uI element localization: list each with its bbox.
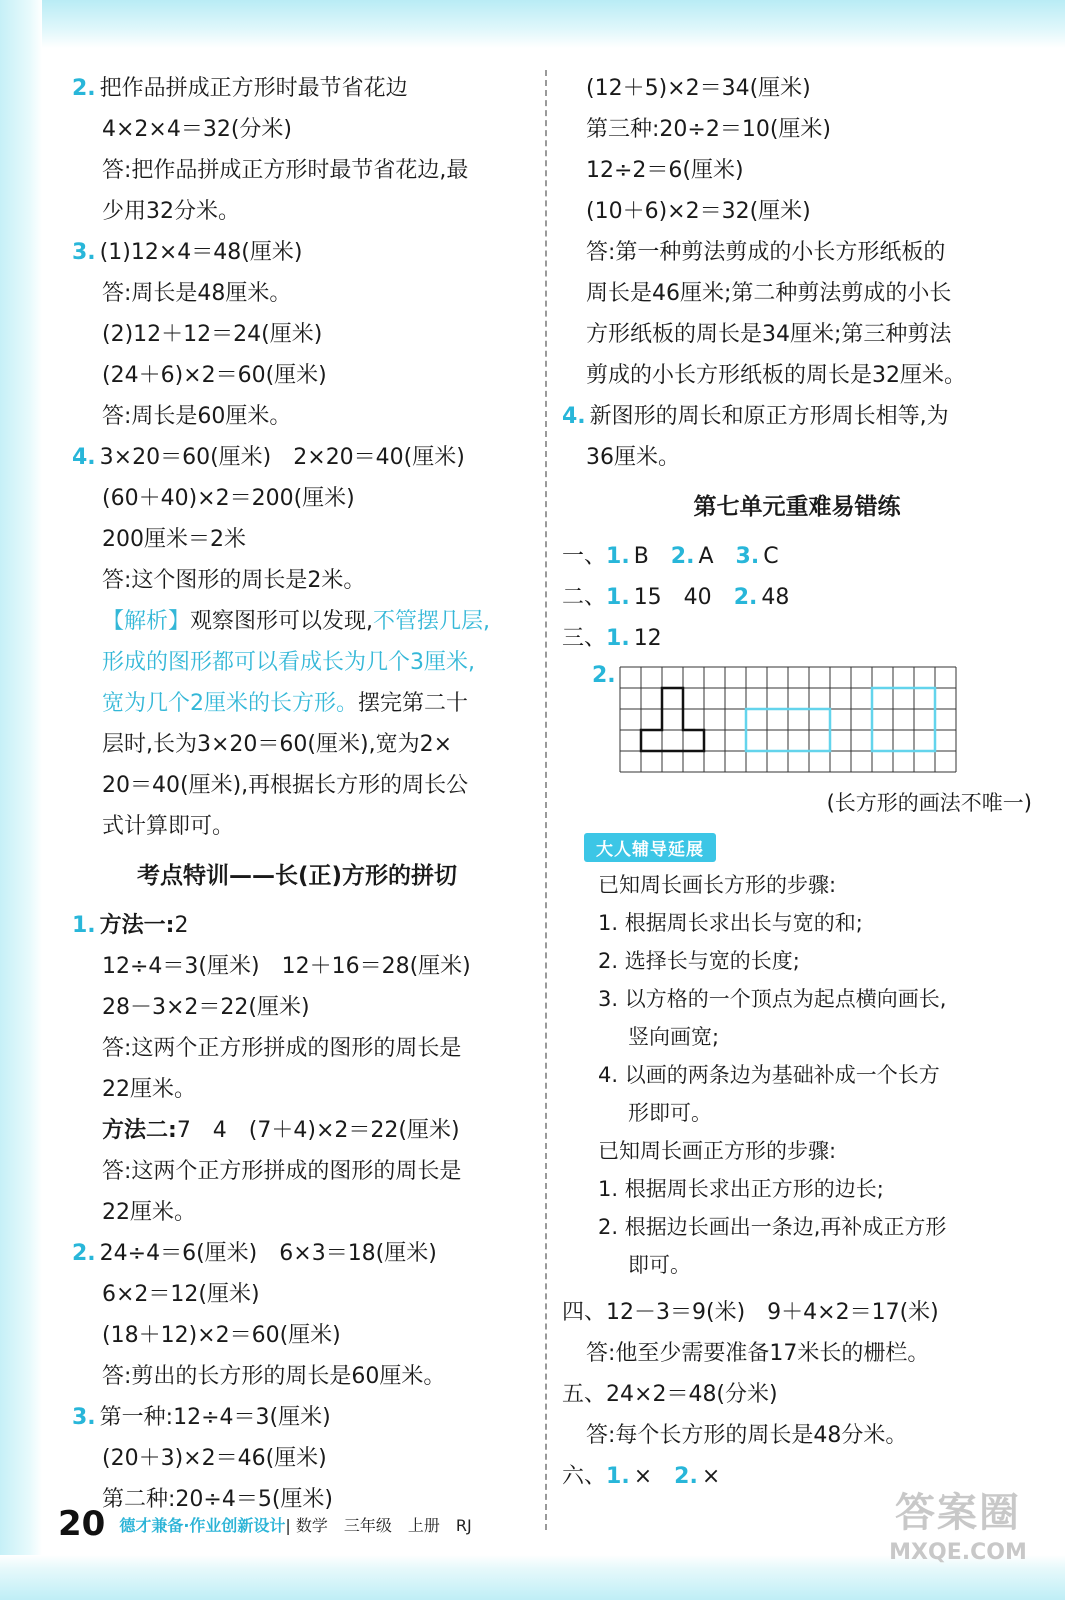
answer-text: C bbox=[763, 544, 779, 569]
watermark-text: 答案圈 bbox=[895, 1490, 1021, 1536]
answer-text: 48 bbox=[761, 585, 790, 610]
answer-text: 第一种:12÷4＝3(厘米) bbox=[99, 1405, 331, 1430]
answer-line bbox=[72, 1233, 522, 1274]
answer-line: 答:这两个正方形拼成的图形的周长是 bbox=[102, 1036, 462, 1061]
answer-text: 24×2＝48(分米) bbox=[606, 1382, 778, 1407]
answer-line bbox=[72, 1110, 522, 1151]
tip-line: 3. 以方格的一个顶点为起点横向画长, bbox=[598, 987, 947, 1011]
answer-line: 答:每个长方形的周长是48分米。 bbox=[586, 1423, 908, 1448]
answer-line: 36厘米。 bbox=[586, 445, 680, 470]
section-prefix: 三、 bbox=[562, 626, 607, 651]
item-number: 2. bbox=[733, 585, 758, 610]
answer-line: (20＋3)×2＝46(厘米) bbox=[102, 1446, 327, 1471]
item-number: 4. bbox=[72, 445, 96, 470]
watermark-url: MXQE.COM bbox=[889, 1540, 1027, 1565]
item-number: 3. bbox=[735, 544, 760, 569]
answer-line: 答:他至少需要准备17米长的栅栏。 bbox=[586, 1341, 930, 1366]
tip-line: 已知周长画正方形的步骤: bbox=[598, 1139, 837, 1163]
item-number: 2. bbox=[670, 544, 695, 569]
item-number: 2. bbox=[592, 663, 616, 688]
answer-line: 答:这个图形的周长是2米。 bbox=[102, 568, 366, 593]
answer-line: 28－3×2＝22(厘米) bbox=[102, 995, 310, 1020]
answer-text: 新图形的周长和原正方形周长相等,为 bbox=[589, 404, 949, 429]
analysis-line: 层时,长为3×20＝60(厘米),宽为2× bbox=[102, 732, 453, 757]
answer-line bbox=[72, 1397, 522, 1438]
section-prefix: 二、 bbox=[562, 585, 607, 610]
tip-line: 形即可。 bbox=[628, 1101, 712, 1125]
tip-line: 竖向画宽; bbox=[628, 1025, 720, 1049]
tip-line: 2. 选择长与宽的长度; bbox=[598, 949, 800, 973]
answer-line bbox=[562, 577, 1032, 618]
item-number: 4. bbox=[562, 404, 586, 429]
answer-line bbox=[562, 618, 1032, 659]
section-title: 考点特训——长(正)方形的拼切 bbox=[136, 863, 458, 889]
answer-line: 答:周长是60厘米。 bbox=[102, 404, 292, 429]
answer-line bbox=[562, 1292, 1032, 1333]
answer-line: 少用32分米。 bbox=[102, 199, 240, 224]
grid-lines bbox=[620, 667, 956, 772]
answer-line: (10＋6)×2＝32(厘米) bbox=[586, 199, 811, 224]
item-number: 3. bbox=[72, 1405, 96, 1430]
analysis-line bbox=[72, 683, 522, 724]
given-shape-outline bbox=[641, 688, 704, 751]
answer-line: 6×2＝12(厘米) bbox=[102, 1282, 260, 1307]
answer-line: 答:这两个正方形拼成的图形的周长是 bbox=[102, 1159, 462, 1184]
answer-text: 3×20＝60(厘米) 2×20＝40(厘米) bbox=[99, 445, 465, 470]
tip-line: 2. 根据边长画出一条边,再补成正方形 bbox=[598, 1215, 947, 1239]
square-grid bbox=[618, 665, 978, 777]
answer-text: A bbox=[698, 544, 714, 569]
section-prefix: 一、 bbox=[562, 544, 607, 569]
item-number: 2. bbox=[674, 1464, 698, 1489]
answer-text: 15 40 bbox=[633, 585, 712, 610]
answer-line bbox=[72, 68, 522, 109]
answer-line: 第三种:20÷2＝10(厘米) bbox=[586, 117, 831, 142]
answer-line: 12÷4＝3(厘米) 12＋16＝28(厘米) bbox=[102, 954, 471, 979]
column-divider bbox=[545, 70, 547, 1530]
answer-text: 12 bbox=[633, 626, 662, 651]
answer-line: (2)12＋12＝24(厘米) bbox=[102, 322, 323, 347]
answer-line: 4×2×4＝32(分米) bbox=[102, 117, 293, 142]
section-title: 第七单元重难易错练 bbox=[693, 494, 901, 520]
answer-line bbox=[72, 437, 522, 478]
tip-line: 即可。 bbox=[628, 1253, 691, 1277]
answer-text: B bbox=[633, 544, 649, 569]
analysis-highlight: 不管摆几层, bbox=[373, 609, 491, 634]
item-number: 1. bbox=[72, 913, 96, 938]
analysis-text: 摆完第二十 bbox=[358, 691, 469, 716]
answer-text: (1)12×4＝48(厘米) bbox=[99, 240, 303, 265]
answer-line bbox=[562, 1374, 1032, 1415]
item-number: 1. bbox=[606, 1464, 630, 1489]
analysis-line: 20＝40(厘米),再根据长方形的周长公 bbox=[102, 773, 469, 798]
item-number: 3. bbox=[72, 240, 96, 265]
answer-line: 22厘米。 bbox=[102, 1200, 196, 1225]
item-number: 1. bbox=[606, 626, 630, 651]
footer-info bbox=[119, 1513, 471, 1536]
footer-brand: 德才兼备·作业创新设计 bbox=[119, 1515, 286, 1535]
answer-line: (12＋5)×2＝34(厘米) bbox=[586, 76, 811, 101]
item-number: 1. bbox=[606, 585, 630, 610]
answer-text: × bbox=[701, 1464, 721, 1489]
drawn-rectangle-2 bbox=[872, 688, 935, 751]
page-footer bbox=[58, 1502, 472, 1546]
answer-text: × bbox=[633, 1464, 653, 1489]
watermark-logo bbox=[868, 1486, 1048, 1586]
tip-line: 4. 以画的两条边为基础补成一个长方 bbox=[598, 1063, 940, 1087]
section-prefix: 四、 bbox=[562, 1300, 607, 1325]
answer-line: 方形纸板的周长是34厘米;第三种剪法 bbox=[586, 322, 952, 347]
answer-text: 2 bbox=[174, 913, 189, 938]
method-label: 方法二: bbox=[102, 1118, 177, 1143]
section-prefix: 六、 bbox=[562, 1464, 607, 1489]
answer-text: 把作品拼成正方形时最节省花边 bbox=[99, 76, 408, 101]
answer-text: 24÷4＝6(厘米) 6×3＝18(厘米) bbox=[99, 1241, 437, 1266]
answer-line bbox=[562, 396, 1032, 437]
answer-line: 12÷2＝6(厘米) bbox=[586, 158, 744, 183]
answer-line: 答:剪出的长方形的周长是60厘米。 bbox=[102, 1364, 446, 1389]
answer-line: 答:第一种剪法剪成的小长方形纸板的 bbox=[586, 240, 946, 265]
answer-line: 周长是46厘米;第二种剪法剪成的小长 bbox=[586, 281, 952, 306]
item-number: 2. bbox=[72, 1241, 96, 1266]
analysis-line bbox=[72, 601, 522, 642]
answer-line: (18＋12)×2＝60(厘米) bbox=[102, 1323, 341, 1348]
answer-text: 7 4 (7＋4)×2＝22(厘米) bbox=[176, 1118, 460, 1143]
answer-line bbox=[562, 536, 1032, 577]
answer-text: 12－3＝9(米) 9＋4×2＝17(米) bbox=[606, 1300, 939, 1325]
answer-line: 第二种:20÷4＝5(厘米) bbox=[102, 1487, 334, 1512]
item-number: 2. bbox=[72, 76, 96, 101]
tip-line: 1. 根据周长求出正方形的边长; bbox=[598, 1177, 884, 1201]
tutor-badge: 大人辅导延展 bbox=[584, 833, 716, 862]
grid-answer bbox=[562, 663, 1032, 781]
analysis-line: 式计算即可。 bbox=[102, 814, 235, 839]
answer-line bbox=[72, 232, 522, 273]
method-label: 方法一: bbox=[99, 913, 175, 938]
tip-line: 1. 根据周长求出长与宽的和; bbox=[598, 911, 863, 935]
answer-line bbox=[72, 905, 522, 946]
analysis-tag: 【解析】 bbox=[102, 609, 191, 634]
analysis-highlight: 形成的图形都可以看成长为几个3厘米, bbox=[102, 650, 475, 675]
tip-line: 已知周长画长方形的步骤: bbox=[598, 873, 837, 897]
analysis-highlight: 宽为几个2厘米的长方形。 bbox=[102, 691, 358, 716]
answer-line: 剪成的小长方形纸板的周长是32厘米。 bbox=[586, 363, 966, 388]
answer-line: 答:周长是48厘米。 bbox=[102, 281, 292, 306]
answer-line: (60＋40)×2＝200(厘米) bbox=[102, 486, 355, 511]
answer-line: 答:把作品拼成正方形时最节省花边,最 bbox=[102, 158, 469, 183]
section-prefix: 五、 bbox=[562, 1382, 607, 1407]
page-number: 20 bbox=[58, 1504, 106, 1544]
footer-subject: | 数学 三年级 上册 RJ bbox=[285, 1515, 472, 1535]
right-column bbox=[562, 68, 1032, 1497]
left-column bbox=[72, 68, 522, 1520]
analysis-text: 观察图形可以发现, bbox=[190, 609, 374, 634]
answer-line: 22厘米。 bbox=[102, 1077, 196, 1102]
item-number: 1. bbox=[606, 544, 630, 569]
answer-line: (24＋6)×2＝60(厘米) bbox=[102, 363, 327, 388]
grid-note: (长方形的画法不唯一) bbox=[826, 791, 1032, 815]
answer-line: 200厘米＝2米 bbox=[102, 527, 246, 552]
